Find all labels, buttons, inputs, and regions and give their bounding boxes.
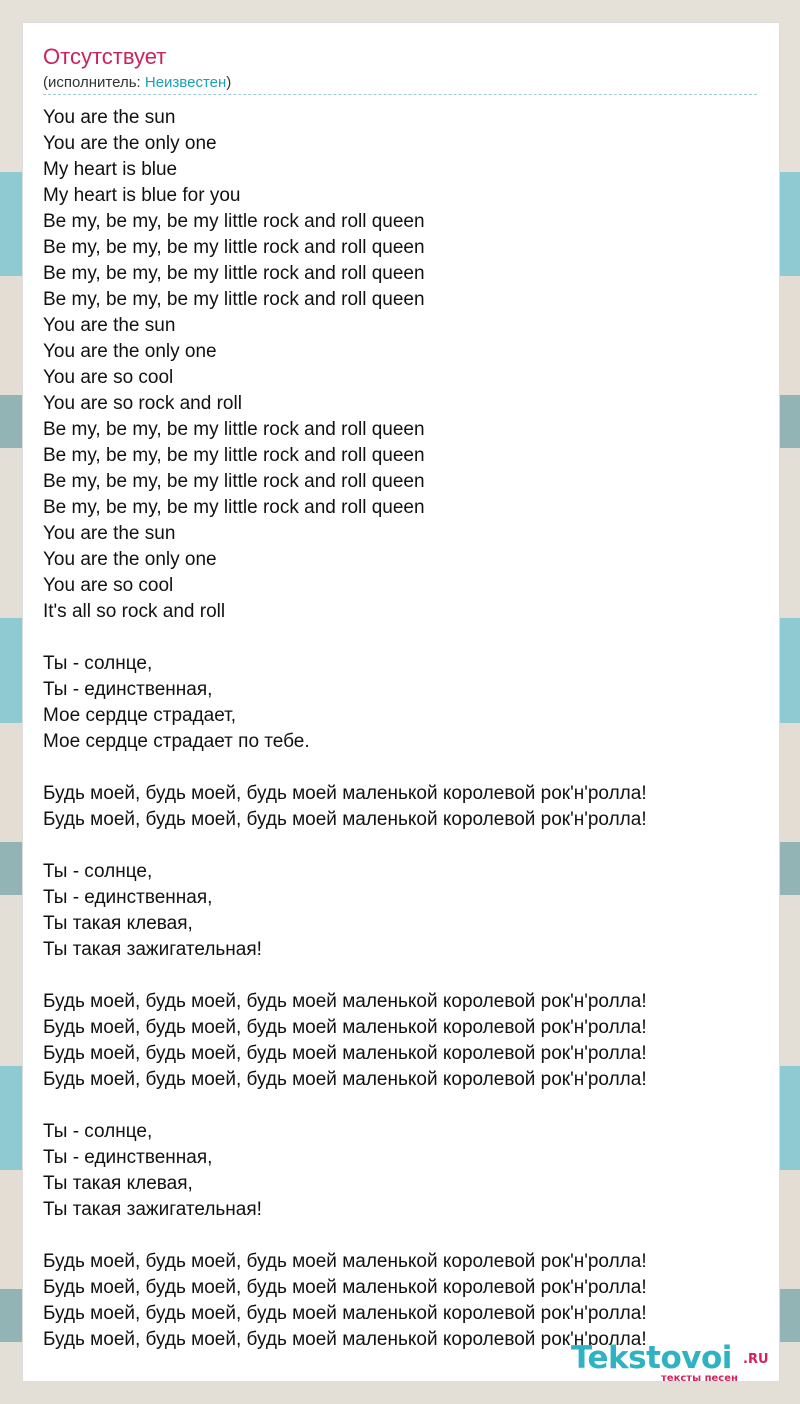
lyric-line: You are the sun [43,107,176,128]
lyric-line: Be my, be my, be my little rock and roll queen [43,263,425,284]
lyric-line: Ты такая клевая, [43,1173,193,1194]
lyric-line: You are the only one [43,133,217,154]
lyric-line: Ты такая клевая, [43,913,193,934]
artist-line [43,73,231,93]
stanza-break [43,755,763,781]
lyric-line: You are the only one [43,549,217,570]
lyric-line: Ты - единственная, [43,887,213,908]
stanza-break [43,963,763,989]
logo-wordmark: Tekstovoi [571,1340,732,1376]
lyric-line: You are so rock and roll [43,393,242,414]
lyric-line: Будь моей, будь моей, будь моей маленькой королевой рок'н'ролла! [43,1069,647,1090]
lyrics-text [43,105,763,1353]
lyric-line: Будь моей, будь моей, будь моей маленькой королевой рок'н'ролла! [43,1303,647,1324]
lyric-line: Будь моей, будь моей, будь моей маленькой королевой рок'н'ролла! [43,1251,647,1272]
artist-prefix: (исполнитель: [43,74,145,91]
lyric-line: My heart is blue for you [43,185,241,206]
lyric-line: Ты - единственная, [43,679,213,700]
lyric-line: Be my, be my, be my little rock and roll queen [43,419,425,440]
lyric-line: You are the sun [43,315,176,336]
logo-tagline: тексты песен [661,1373,738,1384]
lyric-line: Ты - солнце, [43,1121,153,1142]
lyric-line: Be my, be my, be my little rock and roll queen [43,211,425,232]
lyric-line: You are so cool [43,367,174,388]
lyric-line: It's all so rock and roll [43,601,226,622]
stanza-break [43,1223,763,1249]
stanza-break [43,625,763,651]
lyric-line: Мое сердце страдает по тебе. [43,731,310,752]
site-logo[interactable] [571,1340,781,1384]
lyric-line: Ты такая зажигательная! [43,1199,262,1220]
lyric-line: You are the sun [43,523,176,544]
logo-tld: .RU [743,1352,769,1367]
lyric-line: Ты - единственная, [43,1147,213,1168]
lyric-line: Будь моей, будь моей, будь моей маленькой королевой рок'н'ролла! [43,1017,647,1038]
lyric-line: Будь моей, будь моей, будь моей маленькой королевой рок'н'ролла! [43,1329,647,1350]
lyric-line: Будь моей, будь моей, будь моей маленькой королевой рок'н'ролла! [43,783,647,804]
artist-suffix: ) [226,74,232,91]
lyric-line: Ты - солнце, [43,653,153,674]
lyric-line: Мое сердце страдает, [43,705,237,726]
artist-link[interactable]: Неизвестен [144,74,227,91]
lyric-line: Будь моей, будь моей, будь моей маленькой королевой рок'н'ролла! [43,1043,647,1064]
lyric-line: Будь моей, будь моей, будь моей маленькой королевой рок'н'ролла! [43,809,647,830]
lyric-line: Будь моей, будь моей, будь моей маленькой королевой рок'н'ролла! [43,1277,647,1298]
lyric-line: Ты - солнце, [43,861,153,882]
stanza-break [43,833,763,859]
song-title: Отсутствует [43,44,167,69]
lyric-line: Be my, be my, be my little rock and roll queen [43,471,425,492]
title-divider [43,94,757,95]
stanza-break [43,1093,763,1119]
lyric-line: Be my, be my, be my little rock and roll queen [43,237,425,258]
lyric-line: You are so cool [43,575,174,596]
lyric-line: You are the only one [43,341,217,362]
lyric-line: My heart is blue [43,159,178,180]
lyric-line: Be my, be my, be my little rock and roll queen [43,497,425,518]
lyric-line: Будь моей, будь моей, будь моей маленькой королевой рок'н'ролла! [43,991,647,1012]
lyric-line: Be my, be my, be my little rock and roll queen [43,445,425,466]
lyric-line: Ты такая зажигательная! [43,939,262,960]
lyric-line: Be my, be my, be my little rock and roll queen [43,289,425,310]
lyrics-card [22,22,780,1382]
